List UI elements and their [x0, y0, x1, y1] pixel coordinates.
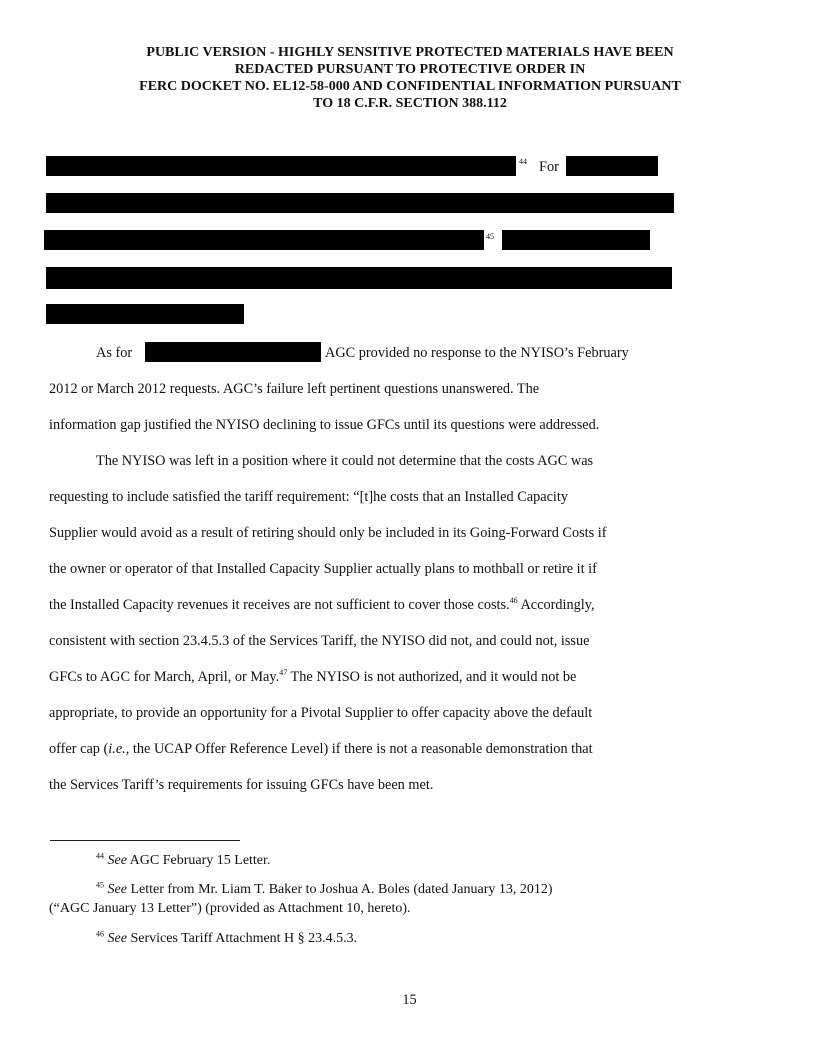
redaction-bar	[46, 156, 516, 176]
body-text-segment: the Installed Capacity revenues it receives are not sufficient to cover those costs.	[49, 597, 510, 613]
footnote-ref-46: 46	[509, 596, 518, 606]
redaction-bar	[46, 304, 244, 324]
redaction-bar	[502, 230, 650, 250]
footnote-45	[96, 881, 553, 899]
header-line: REDACTED PURSUANT TO PROTECTIVE ORDER IN	[234, 62, 586, 77]
footnote-number: 46	[96, 929, 104, 939]
redaction-bar	[46, 267, 672, 289]
footnote-46	[96, 930, 357, 948]
footnote-ref-45: 45	[486, 232, 494, 241]
footnote-45-continued: (“AGC January 13 Letter”) (provided as Attachment 10, hereto).	[49, 901, 411, 916]
body-text: The NYISO was left in a position where it could not determine that the costs AGC was	[96, 453, 594, 469]
redaction-bar	[46, 193, 674, 213]
body-text: requesting to include satisfied the tariff requirement: “[t]he costs that an Installed Capacity	[49, 489, 569, 505]
body-text: 2012 or March 2012 requests. AGC’s failure left pertinent questions unanswered. The	[49, 381, 540, 397]
header-line: FERC DOCKET NO. EL12-58-000 AND CONFIDENTIAL INFORMATION PURSUANT	[139, 79, 681, 94]
redaction-bar	[145, 342, 321, 362]
redacted-text-for: For	[539, 159, 559, 175]
body-text	[49, 740, 593, 758]
footnote-divider	[50, 840, 240, 841]
body-text	[49, 668, 576, 686]
header-line: PUBLIC VERSION - HIGHLY SENSITIVE PROTECTED MATERIALS HAVE BEEN	[146, 45, 674, 60]
body-text-segment: offer cap (	[49, 741, 109, 757]
confidentiality-header	[40, 44, 780, 112]
redaction-bar	[566, 156, 658, 176]
body-text: information gap justified the NYISO declining to issue GFCs until its questions were addressed.	[49, 417, 600, 433]
body-text: consistent with section 23.4.5.3 of the Services Tariff, the NYISO did not, and could not, issue	[49, 633, 590, 649]
footnote-signal: See	[107, 931, 127, 946]
page-number: 15	[402, 992, 417, 1008]
body-text: appropriate, to provide an opportunity for a Pivotal Supplier to offer capacity above the default	[49, 705, 593, 721]
body-text-segment: , the UCAP Offer Reference Level) if there is not a reasonable demonstration that	[125, 741, 593, 757]
footnote-number: 45	[96, 880, 104, 890]
footnote-number: 44	[96, 851, 104, 861]
body-text	[49, 596, 595, 614]
body-text: the owner or operator of that Installed Capacity Supplier actually plans to mothball or retire it if	[49, 561, 597, 577]
footnote-text: AGC February 15 Letter.	[126, 853, 271, 868]
body-text: Supplier would avoid as a result of retiring should only be included in its Going-Forward Costs if	[49, 525, 607, 541]
body-text-segment: The NYISO is not authorized, and it would not be	[287, 669, 577, 685]
footnote-44	[96, 852, 270, 870]
footnote-ref-44: 44	[519, 157, 527, 166]
body-text-italic: i.e.	[108, 741, 126, 757]
header-line: TO 18 C.F.R. SECTION 388.112	[313, 96, 507, 111]
footnote-text: Services Tariff Attachment H § 23.4.5.3.	[126, 931, 358, 946]
body-text: As for	[96, 345, 133, 361]
footnote-signal: See	[107, 853, 127, 868]
body-text: AGC provided no response to the NYISO’s February	[325, 345, 629, 361]
redaction-bar	[44, 230, 484, 250]
body-text-segment: Accordingly,	[517, 597, 595, 613]
footnote-ref-47: 47	[279, 668, 288, 678]
body-text-segment: GFCs to AGC for March, April, or May.	[49, 669, 280, 685]
footnote-signal: See	[107, 882, 127, 897]
footnote-text: Letter from Mr. Liam T. Baker to Joshua A. Boles (dated January 13, 2012)	[126, 882, 553, 897]
body-text: the Services Tariff’s requirements for issuing GFCs have been met.	[49, 777, 434, 793]
